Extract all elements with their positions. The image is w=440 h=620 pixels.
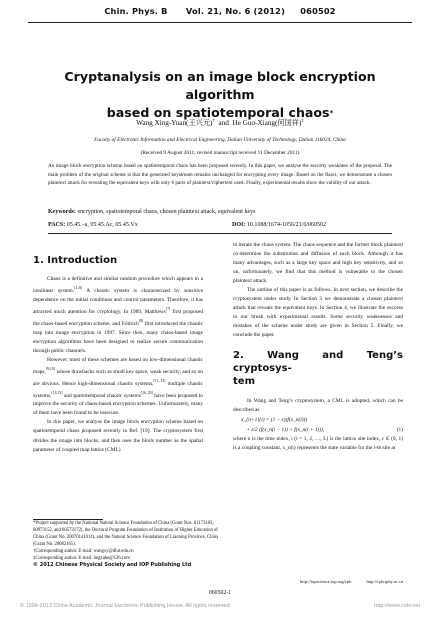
journal-header [0,6,440,16]
header-rule [28,22,412,23]
cml-intro-paragraph: In Wang and Teng’s cryptosystem, a CML is adopted, which can be described as [233,397,403,413]
intro-paragraph-3: In this paper, we analyse the image block encryption scheme based on spatiotemporal chaos proposed recently in Ref. [19]. The cryptosystem first divides the image into blocks, and then uses the block number as the spatial parameter of coupled map lattice (CML) [33,419,203,453]
author-1-mark: † [212,118,215,124]
pacs-text: 05.45.–a, 05.45.Ac, 05.45.Vx [66,222,138,228]
intro-paragraph-1 [33,275,203,356]
copyright-line: © 2012 Chinese Physical Society and IOP Publishing Ltd [33,562,192,569]
journal-volume: Vol. 21, No. 6 (2012) [185,6,286,16]
cnki-copyright: © 1994-2013 China Academic Journal Electronic Publishing House. All rights reserved. [20,603,232,609]
pacs [48,222,138,228]
abstract: An image block encryption scheme based on spatiotemporal chaos has been proposed recently. In this paper, we analyse the security weakness of the proposal. The main problem of the original scheme is that the generated keystream remains unchanged for encrypting every image. Based on the flaws, we demonstrate a chosen plaintext attack for revealing the equivalent keys with only 6 pairs of plaintext/ciphertext used. Finally, experimental results show the validity of our attack. [48,163,392,187]
equation-1-line-2-text: + ε/2 (f(x_n(i − 1)) + f(x_n(i + 1))), [246,426,325,433]
equation-1-line-2 [241,425,403,435]
doi-link[interactable]: 10.1088/1674-1056/21/6/060502 [246,222,327,228]
citation-7[interactable]: [7] [165,306,171,311]
citation-8[interactable]: [8] [138,318,144,323]
received-dates: (Received 9 August 2011; revised manuscript received 11 December 2011) [140,150,300,156]
equation-1-number: (1) [396,426,403,433]
pacs-label: PACS: [48,222,66,228]
citation-1-6[interactable]: [1–6] [74,286,83,291]
intro-p2-text-e: have been proposed to improve the security of chaos-based encryption schemes. Unfortunately, many of them have been found to be insecure. [33,392,203,417]
cml-variables-paragraph: where n is the time index, i (i = 1, 2, …, L) is the lattice site index, ε ∈ (0, 1) is a coupling constant, x_n(i) represents the state variable for the i-th site at [233,435,403,451]
paper-title [30,68,410,122]
intro-p1-text-d: first introduced the chaotic map into image encryption in 1997. Since then, many chaos-based image encryption algorithms have been designed to realize secure communication through public channels. [33,320,203,354]
intro-paragraph-4: to iterate the chaos system. The chaos sequence and the former block plaintext co-determine the substitution and diffusion of each block. Although it has many advantages, such as a large key space and high key sensitivity, and so on, unfortunately, we find that this method is vulnerable to the chosen plaintext attack. [233,242,403,285]
abstract-rule [48,233,392,234]
cpb-url-link[interactable]: http://cpb.iphy.ac.cn [366,579,404,584]
keywords-text: encryption, spatiotemporal chaos, chosen plaintext attack, equivalent keys [77,209,256,215]
section-heading-introduction: 1. Introduction [33,255,118,266]
footnote-corresponding-2: ‡Corresponding author. E-mail: hegxahe@126.com [33,555,130,561]
journal-name: Chin. Phys. B [104,6,168,16]
cnki-footer [20,603,420,609]
right-column [233,241,403,453]
intro-p1-text-b: A chaotic system is characterized by sensitive dependence on the initial conditions and control parameters. Therefore, it has attracted much attention for cryptology. In 1989, Matthews [33,287,203,315]
keywords [48,209,392,215]
page-number: 060502-1 [208,590,232,596]
doi [232,222,326,228]
equation-1 [233,415,403,435]
title-line-2-text: based on spatiotemporal chaos [106,105,330,120]
keywords-label: Keywords: [48,209,76,215]
journal-urls [300,579,403,584]
intro-p1-text-a: Chaos is a definitive and similar random procedure which appears in a nonlinear system. [33,276,203,294]
doi-label: DOI: [232,222,246,228]
footnotes [33,521,229,569]
intro-p2-text-c: multiple chaotic systems, [33,380,203,399]
title-footnote-mark: * [329,109,334,117]
author-2-mark: ‡ [301,118,304,124]
section-heading-line-1: 2. Wang and Teng’s cryptosys- [233,349,403,374]
equation-1-line-1: x_{n+1}(i) = (1 − ε)(f(x_n(i))) [241,416,308,423]
intro-paragraph-2 [33,356,203,419]
author-1: Wang Xing-Yuan(王兴元) [136,119,213,127]
cnki-url-link[interactable]: http://www.cnki.net [374,603,420,609]
author-and: and [218,119,229,127]
footnote-corresponding-1: †Corresponding author. E-mail: wangxy@dlut.edu.cn [33,548,134,554]
affiliation: Faculty of Electronic Information and Electrical Engineering, Dalian University of Technology, Dalian 116024, China [94,137,346,143]
citation-14-15[interactable]: [14,15] [51,390,63,395]
citation-16-20[interactable]: [16–20] [140,390,153,395]
footnote-rule [33,519,103,520]
author-2: He Guo-Xiang(何国祥) [232,119,302,127]
citation-9-10[interactable]: [9,10] [45,366,55,371]
citation-11-13[interactable]: [11–13] [153,378,166,383]
iop-url-link[interactable]: http://iopscience.iop.org/cpb [300,579,352,584]
intro-p1-text-c: first proposed the chaos-based encryption scheme, and Fridrich [33,308,203,327]
section-heading-cryptosystem [233,349,403,388]
article-number: 060502 [300,6,336,16]
outline-paragraph: The outline of this paper is as follows. In next section, we describe the cryptosystem under study. In Section 3 we demonstrate a chosen plaintext attack that reveals the equivalent keys. In Section 4, we illustrate the success in our break with experimental results. Some security weaknesses and mistakes of the scheme under study are given in Section 5. Finally, we conclude the paper. [233,287,403,339]
title-line-1: Cryptanalysis on an image block encryption algorithm [64,69,376,102]
intro-p2-text-b: whose drawbacks such as small key space, weak security, and so on are obvious. Hence high-dimensional chaotic systems, [33,368,203,387]
author-list [0,118,440,128]
intro-p2-text-d: and spatiotemporal chaotic systems [62,392,141,399]
footnote-funding: *Project supported by the National Natural Science Foundation of China (Grant Nos. 61173183, 60973152, and 60573172), the Doctoral Program Foundation of Institution of Higher Education of China (Grant No. 20070141014), and the Natural Science Foundation of Liaoning Province, China (Grant No. 20082165). [33,521,219,547]
intro-p2-text-a: However, most of these schemes are based on low-dimensional chaotic maps, [33,356,203,375]
section-heading-line-2: tem [233,375,255,387]
left-column [33,254,203,455]
